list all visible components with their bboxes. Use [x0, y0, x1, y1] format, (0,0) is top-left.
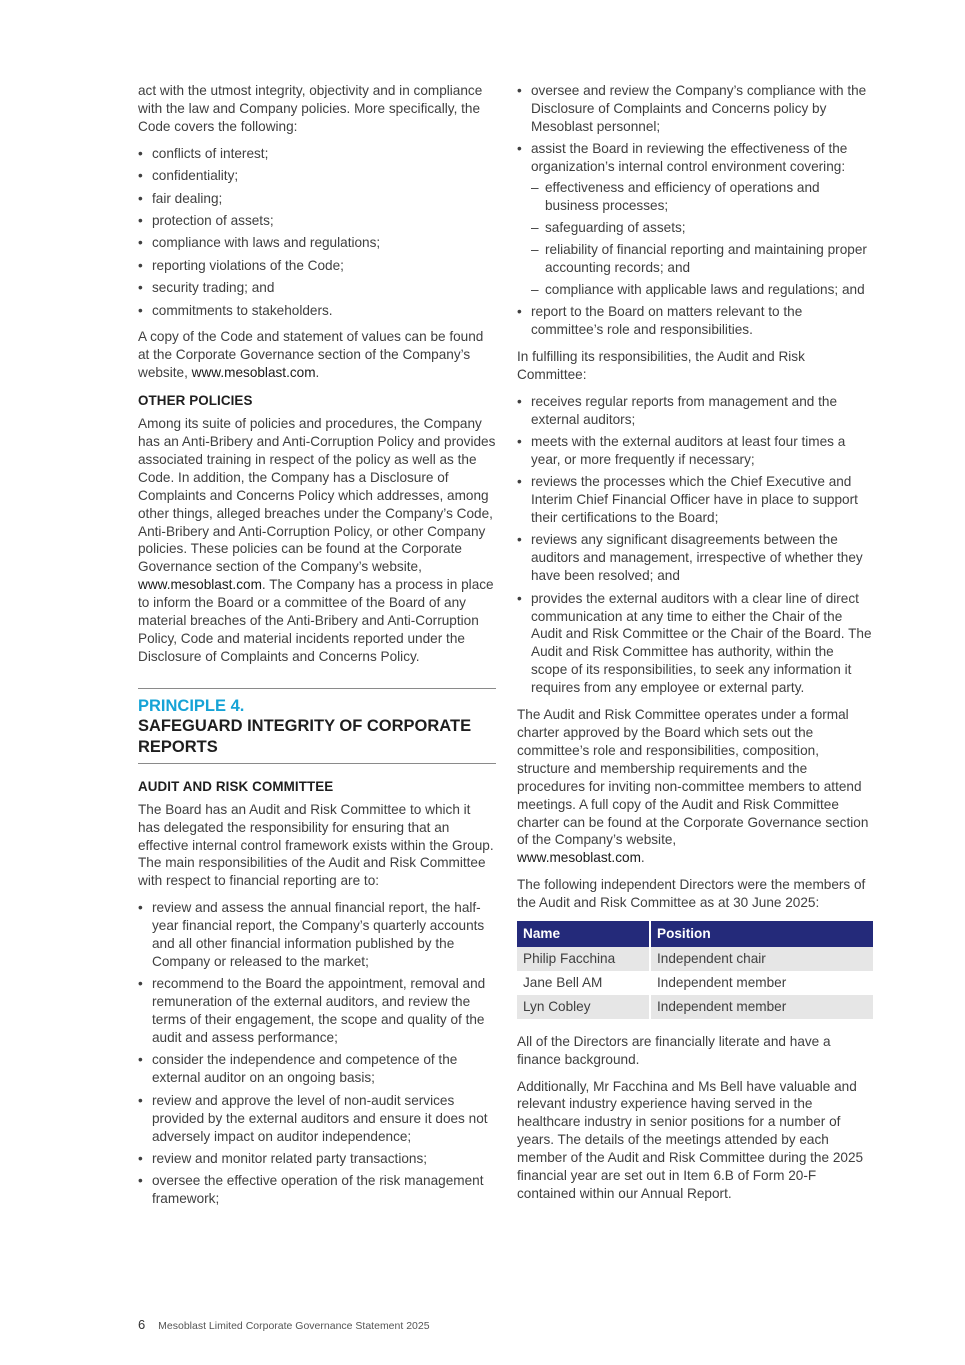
right-column	[517, 82, 873, 1212]
code-intro: act with the utmost integrity, objectivity and in compliance with the law and Company policies. More specifically, the Code covers the following:	[138, 83, 483, 134]
code-copy-paragraph	[138, 328, 496, 382]
list-item: • report to the Board on matters relevant to the committee’s role and responsibilities.	[517, 303, 873, 339]
list-item: • review and approve the level of non-audit services provided by the external auditors and ensure it does not adversely impact on auditor independence;	[138, 1092, 496, 1146]
list-item	[517, 140, 873, 298]
other-policies-heading: OTHER POLICIES	[138, 393, 253, 409]
list-item: • review and monitor related party transactions;	[138, 1150, 496, 1168]
list-item: • recommend to the Board the appointment, removal and remuneration of the external auditors, and review the terms of their engagement, the scope and quality of the audit and assess performance;	[138, 975, 496, 1047]
charter-text: The Audit and Risk Committee operates under a formal charter approved by the Board which sets out the committee’s role and responsibilities, composition, structure and membership requirements and the procedures for inviting non-committee members to attend meetings. A full copy of the Audit and Risk Committee charter can be found at the Corporate Governance section of the Company’s website,	[517, 707, 869, 848]
list-item: • receives regular reports from management and the external auditors;	[517, 393, 873, 429]
table-header-row	[517, 921, 873, 947]
list-item: • reporting violations of the Code;	[138, 257, 496, 275]
principle-title: SAFEGUARD INTEGRITY OF CORPORATE REPORTS	[138, 716, 472, 756]
left-column	[138, 82, 496, 1217]
list-item: • conflicts of interest;	[138, 145, 496, 163]
sub-list-item: – safeguarding of assets;	[531, 219, 873, 237]
member-position: Independent member	[650, 995, 873, 1019]
list-item: • protection of assets;	[138, 212, 496, 230]
members-intro: The following independent Directors were the members of the Audit and Risk Committee as at 30 June 2025:	[517, 877, 866, 911]
financial-literacy-paragraph: All of the Directors are financially literate and have a finance background.	[517, 1033, 831, 1067]
table-row	[517, 947, 873, 971]
list-item: • oversee and review the Company’s compliance with the Disclosure of Complaints and Concerns policy by Mesoblast personnel;	[517, 82, 873, 136]
list-item: • meets with the external auditors at least four times a year, or more frequently if necessary;	[517, 433, 873, 469]
responsibilities-list	[138, 899, 496, 1208]
other-policies-text: Among its suite of policies and procedures, the Company has an Anti-Bribery and Anti-Corruption Policy and provides associated training in respect of the policy as well as the Code. In addition, the Company has a Disclosure of Complaints and Concerns Policy which addresses, among other things, alleged breaches under the Company’s Code, Anti-Bribery and Anti-Corruption Policy, or other Company policies. These policies can be found at the Corporate Governance section of the Company’s website,	[138, 416, 496, 575]
list-item: • review and assess the annual financial report, the half-year financial report, the Company’s quarterly accounts and all other financial information published by the Company or released to the market;	[138, 899, 496, 971]
page-number: 6	[138, 1317, 146, 1332]
website-link[interactable]: www.mesoblast.com	[138, 577, 262, 593]
list-item: • compliance with laws and regulations;	[138, 234, 496, 252]
list-item: • security trading; and	[138, 279, 496, 297]
column-header-name: Name	[517, 921, 650, 947]
list-item: • reviews the processes which the Chief Executive and Interim Chief Financial Officer have in place to support their certifications to the Board;	[517, 473, 873, 527]
sub-list-item: – compliance with applicable laws and regulations; and	[531, 281, 873, 299]
member-position: Independent chair	[650, 947, 873, 971]
column-header-position: Position	[650, 921, 873, 947]
member-name: Lyn Cobley	[517, 995, 650, 1019]
member-name: Jane Bell AM	[523, 974, 603, 990]
other-policies-text-2: . The Company has a process in place to inform the Board or a committee of the Board of any material breaches of the Anti-Bribery and Anti-Corruption Policy, Code and material incidents reported under the Disclosure of Complaints and Concerns Policy.	[138, 577, 494, 664]
principle-number: PRINCIPLE 4.	[138, 696, 245, 715]
member-position: Independent member	[650, 971, 873, 995]
code-copy-text: A copy of the Code and statement of values can be found at the Corporate Governance section of the Company’s website,	[138, 329, 484, 381]
assist-sublist	[531, 179, 873, 298]
sub-list-item: – effectiveness and efficiency of operations and business processes;	[531, 179, 873, 215]
page-footer	[138, 1316, 430, 1336]
industry-experience-paragraph: Additionally, Mr Facchina and Ms Bell have valuable and relevant industry experience having served in the healthcare industry in senior positions for a number of years. The details of the meetings attended by each member of the Audit and Risk Committee during the 2025 financial year are set out in Item 6.B of Form 20-F contained within our Annual Report.	[517, 1078, 864, 1201]
list-item: • fair dealing;	[138, 190, 496, 208]
charter-end: .	[640, 850, 645, 866]
sub-list-item: – reliability of financial reporting and maintaining proper accounting records; and	[531, 241, 873, 277]
code-items-list	[138, 145, 496, 320]
other-policies-paragraph	[138, 415, 496, 666]
member-name: Philip Facchina	[517, 947, 650, 971]
website-link[interactable]: www.mesoblast.com	[517, 850, 641, 866]
footer-title: Mesoblast Limited Corporate Governance Statement 2025	[158, 1320, 430, 1332]
list-item: • consider the independence and competence of the external auditor on an ongoing basis;	[138, 1051, 496, 1087]
list-item: • reviews any significant disagreements between the auditors and management, irrespective of whether they have been resolved; and	[517, 531, 873, 585]
fulfilling-intro: In fulfilling its responsibilities, the Audit and Risk Committee:	[517, 348, 805, 382]
audit-committee-intro: The Board has an Audit and Risk Committee to which it has delegated the responsibility for ensuring that an effective internal control framework exists within the Group. The main responsibilities of the Audit and Risk Committee with respect to financial reporting are to:	[138, 801, 494, 889]
code-copy-end: .	[315, 365, 320, 381]
fulfilling-list	[517, 393, 873, 698]
table-row	[517, 995, 873, 1019]
list-item: • commitments to stakeholders.	[138, 302, 496, 320]
principle-4-header	[138, 688, 496, 764]
audit-committee-heading: AUDIT AND RISK COMMITTEE	[138, 778, 334, 794]
list-item: • oversee the effective operation of the risk management framework;	[138, 1172, 496, 1208]
list-item: • confidentiality;	[138, 167, 496, 185]
table-row	[517, 971, 873, 995]
website-link[interactable]: www.mesoblast.com	[191, 365, 316, 381]
responsibilities-list-continued	[517, 82, 873, 339]
committee-members-table	[517, 921, 873, 1019]
list-item: • provides the external auditors with a clear line of direct communication at any time to either the Chair of the Audit and Risk Committee or the Chair of the Board. The Audit and Risk Committee has authority, within the scope of its responsibilities, to seek any information it requires from any employee or external party.	[517, 590, 873, 697]
assist-text: assist the Board in reviewing the effectiveness of the organization’s internal control environment covering:	[531, 141, 848, 175]
charter-paragraph	[517, 706, 873, 867]
